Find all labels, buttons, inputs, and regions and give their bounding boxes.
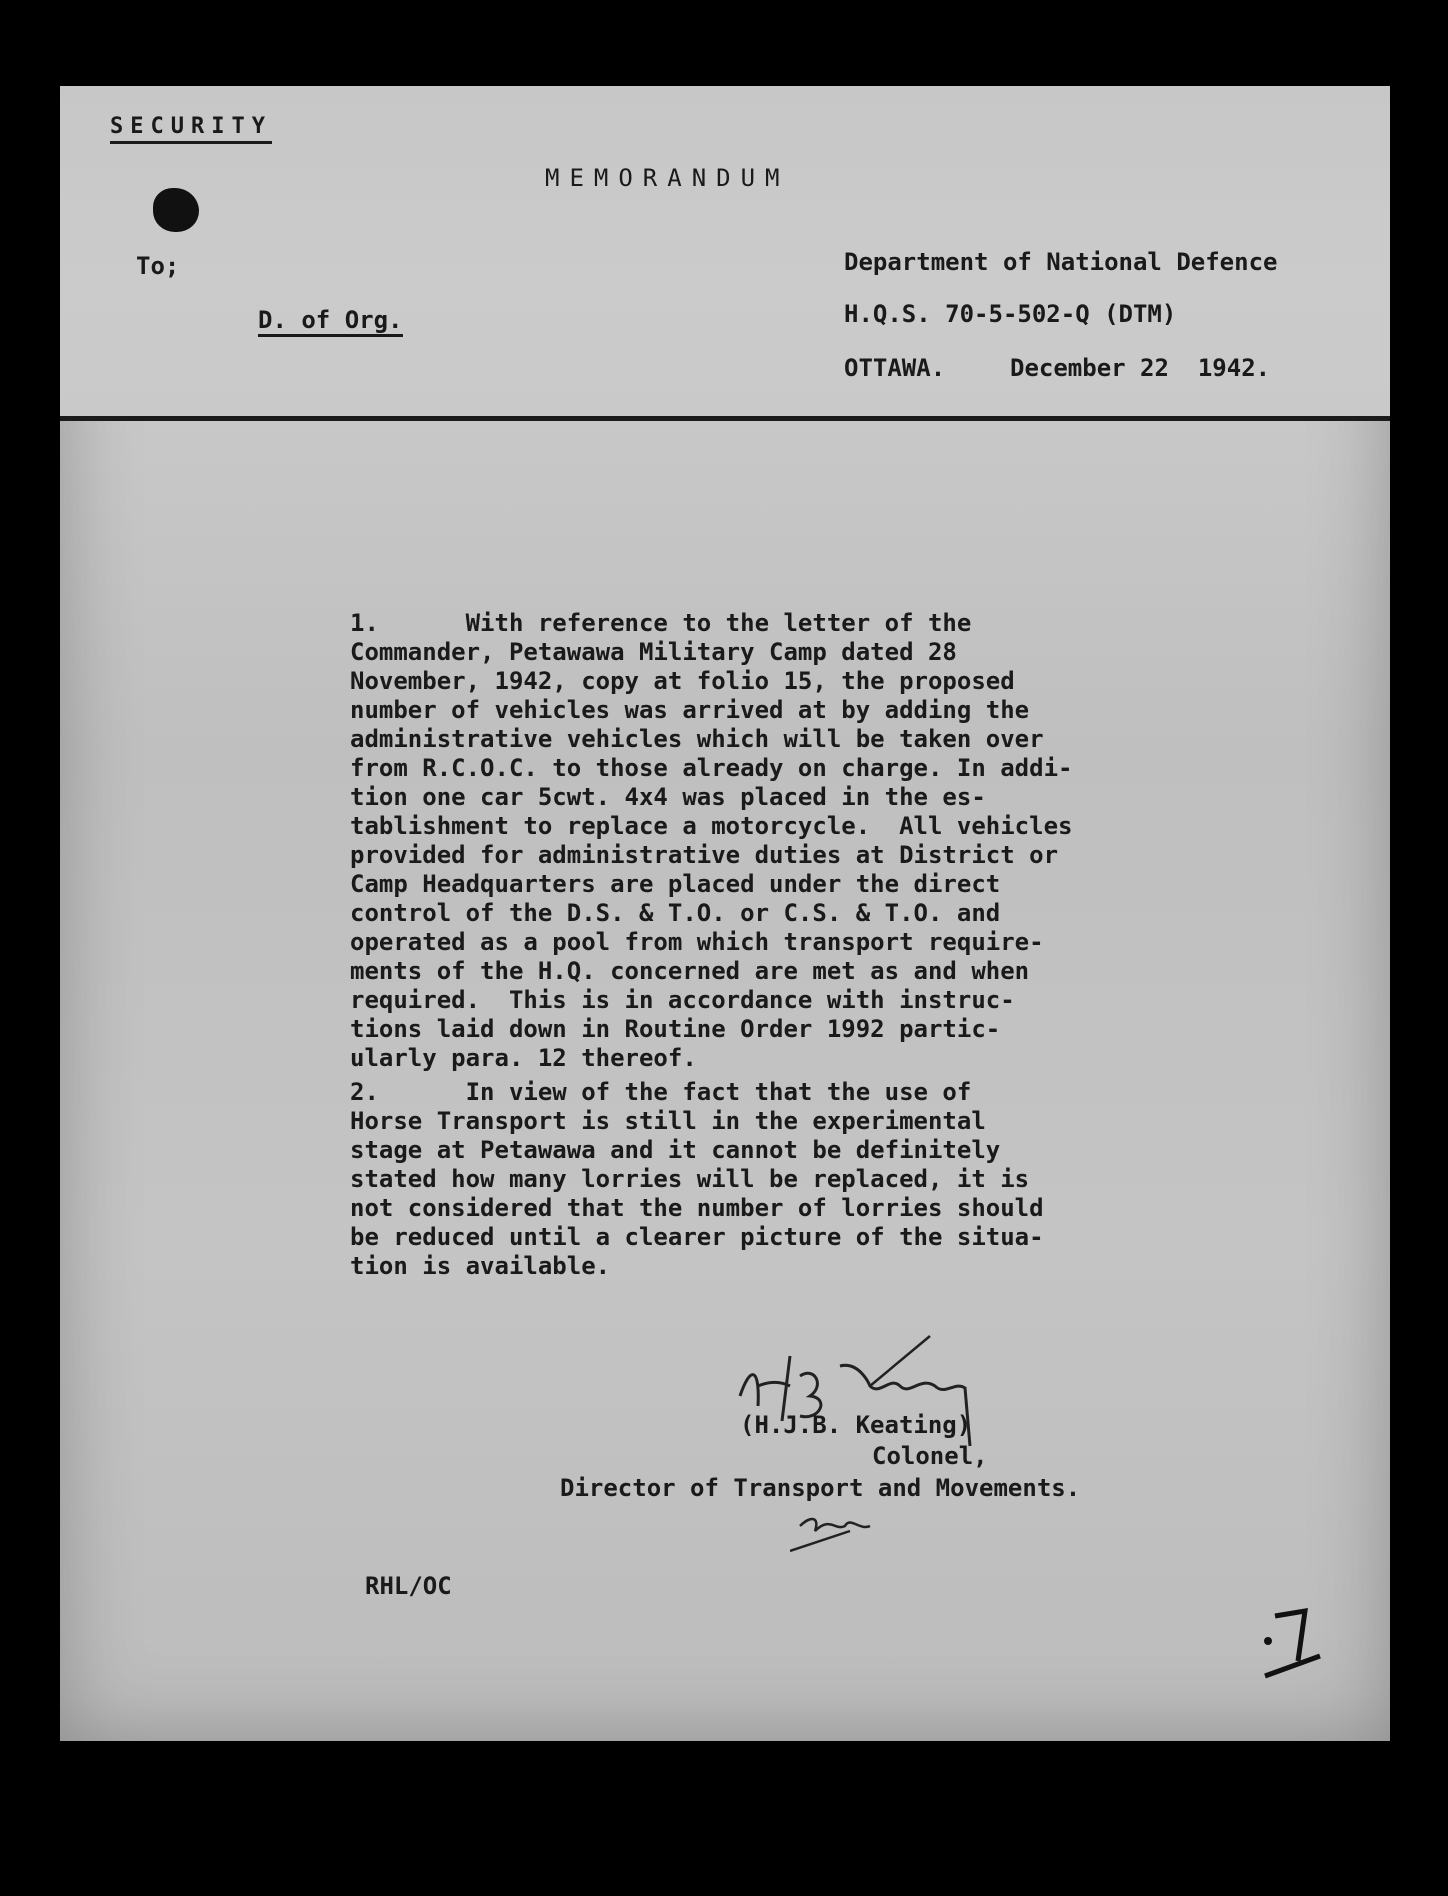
paragraph-1: 1. With reference to the letter of the Commander, Petawawa Military Camp dated 28 November, 1942, copy at folio 15, the proposed number of vehicles was arrived at by adding the administrative vehicles which will be taken over from R.C.O.C. to those already on charge. In addi- tion one car 5cwt. 4x4 was placed in the es- tablishment to replace a motorcycle. All vehicles provided for administrative duties at District or Camp Headquarters are placed under the direct control of the D.S. & T.O. or C.S. & T.O. and operated as a pool from which transport require- ments of the H.Q. concerned are met as and when required. This is in accordance with instruc- tions laid down in Routine Order 1992 partic- ularly para. 12 thereof. bbox=[350, 609, 1073, 1072]
recipient: D. of Org. bbox=[258, 306, 403, 337]
to-label: To; bbox=[136, 252, 180, 280]
folio-mark bbox=[1260, 1586, 1360, 1696]
header-rule bbox=[60, 416, 1390, 421]
handwritten-initials bbox=[790, 1486, 930, 1556]
memo-page bbox=[60, 86, 1390, 1741]
signatory-name: (H.J.B. Keating) bbox=[740, 1411, 972, 1439]
ink-blot bbox=[153, 188, 199, 232]
file-reference: H.Q.S. 70-5-502-Q (DTM) bbox=[844, 300, 1177, 328]
memo-title: MEMORANDUM bbox=[545, 164, 790, 192]
memo-date: December 22 1942. bbox=[1010, 354, 1271, 382]
signatory-rank: Colonel, bbox=[872, 1442, 988, 1470]
signatory-title: Director of Transport and Movements. bbox=[560, 1474, 1081, 1502]
paragraph-2: 2. In view of the fact that the use of Horse Transport is still in the experimental stage at Petawawa and it cannot be definitely stated how many lorries will be replaced, it is not considered that the number of lorries should be reduced until a clearer picture of the situa- tion is available. bbox=[350, 1078, 1044, 1280]
security-label: SECURITY bbox=[110, 114, 272, 144]
city: OTTAWA. bbox=[844, 354, 946, 382]
reference-initials: RHL/OC bbox=[365, 1572, 452, 1600]
department: Department of National Defence bbox=[844, 248, 1278, 276]
